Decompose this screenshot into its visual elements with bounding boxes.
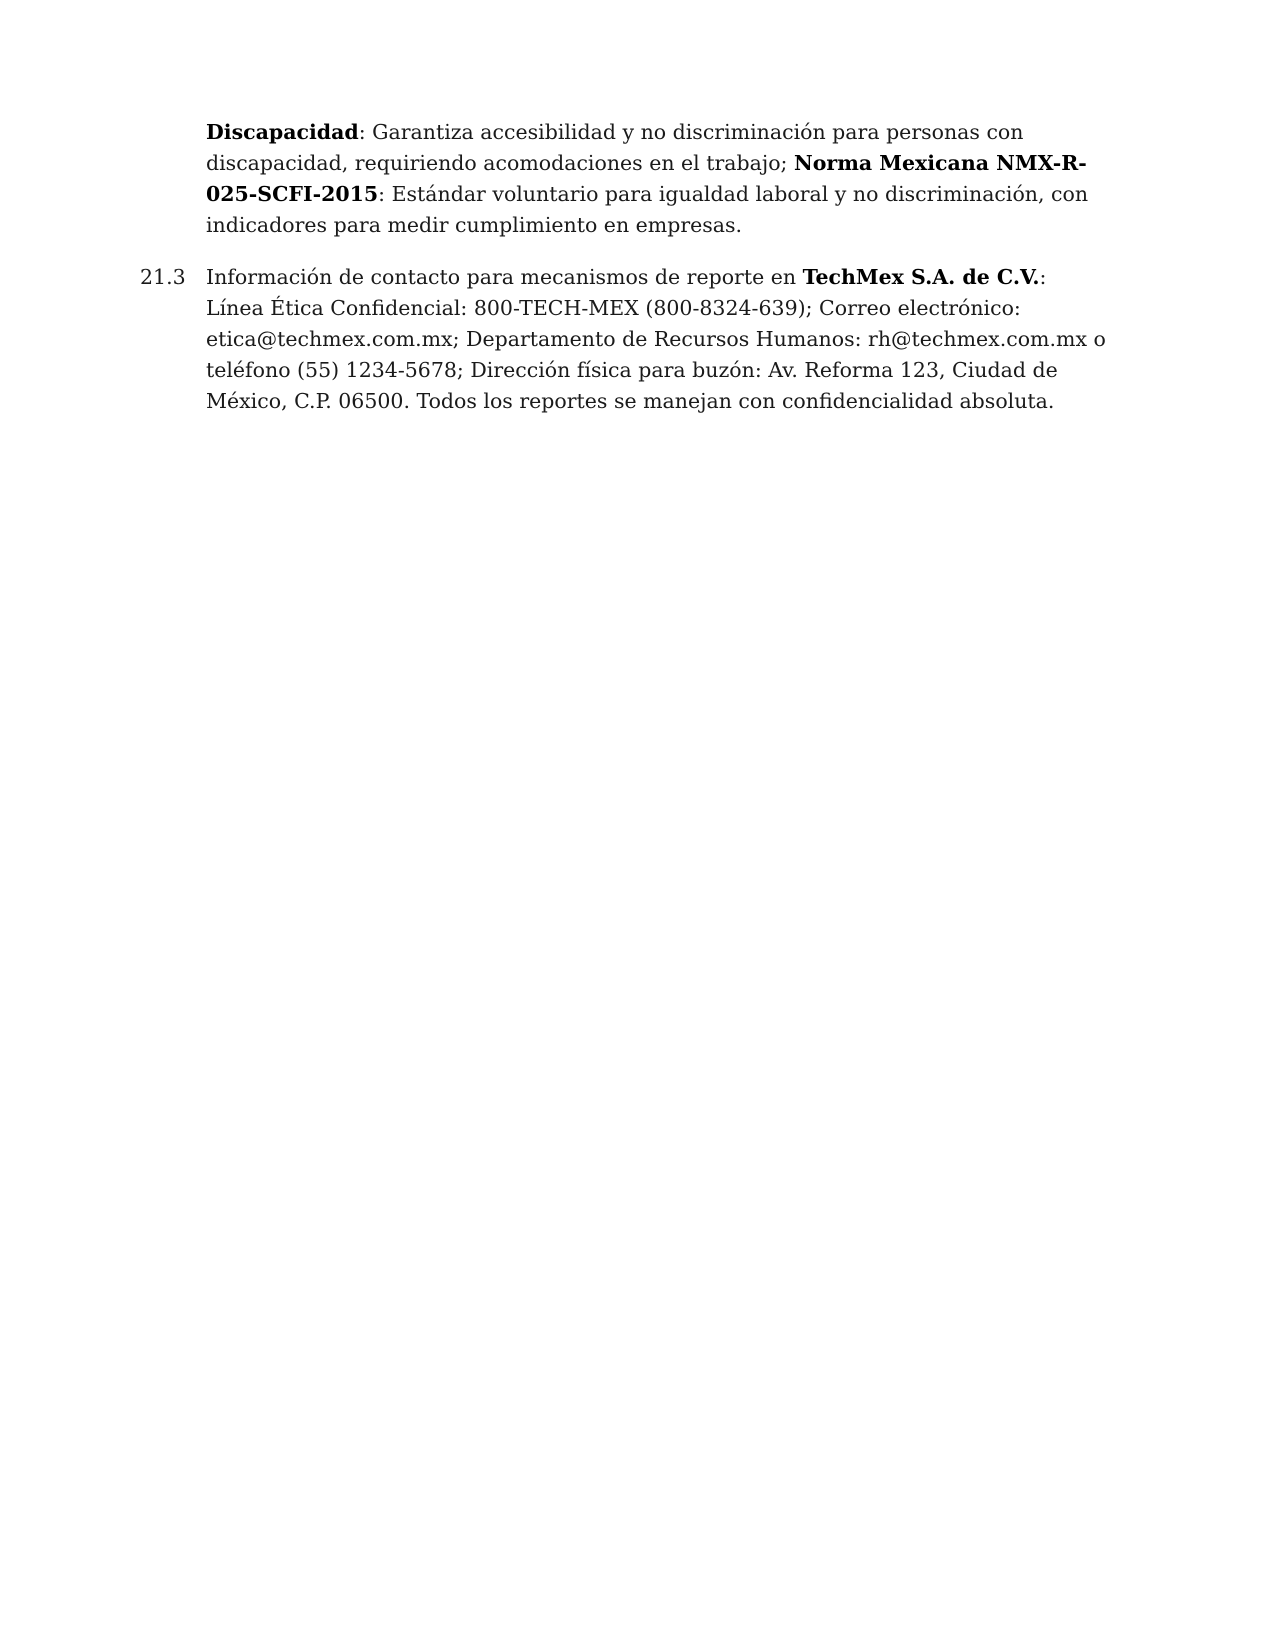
discapacidad-description: : Garantiza accesibilidad y no discriminación para personas con discapacidad, requiriendo acomodaciones en el trabajo; [206,120,1024,175]
contact-details: : Línea Ética Confidencial: 800-TECH-MEX (800-8324-639); Correo electrónico: etica@techmex.com.mx; Departamento de Recursos Humanos: rh@techmex.com.mx o teléfono (55) 1234-5678; Dirección física para buzón: Av. Reforma 123, Ciudad de México, C.P. 06500. Todos los reportes se manejan con confidencialidad absoluta. [206,265,1106,413]
term-norma-mexicana: Norma Mexicana NMX-R-025-SCFI-2015 [206,151,1087,206]
item-text [206,262,1106,417]
numbered-item [140,262,1106,417]
norma-description: : Estándar voluntario para igualdad laboral y no discriminación, con indicadores para medir cumplimiento en empresas. [206,182,1089,237]
company-name: TechMex S.A. de C.V. [802,265,1040,289]
term-discapacidad: Discapacidad [206,120,359,144]
continuation-paragraph [206,117,1106,241]
contact-intro: Información de contacto para mecanismos de reporte en [206,265,803,289]
item-number: 21.3 [140,265,186,289]
paragraph-text [206,117,1106,241]
